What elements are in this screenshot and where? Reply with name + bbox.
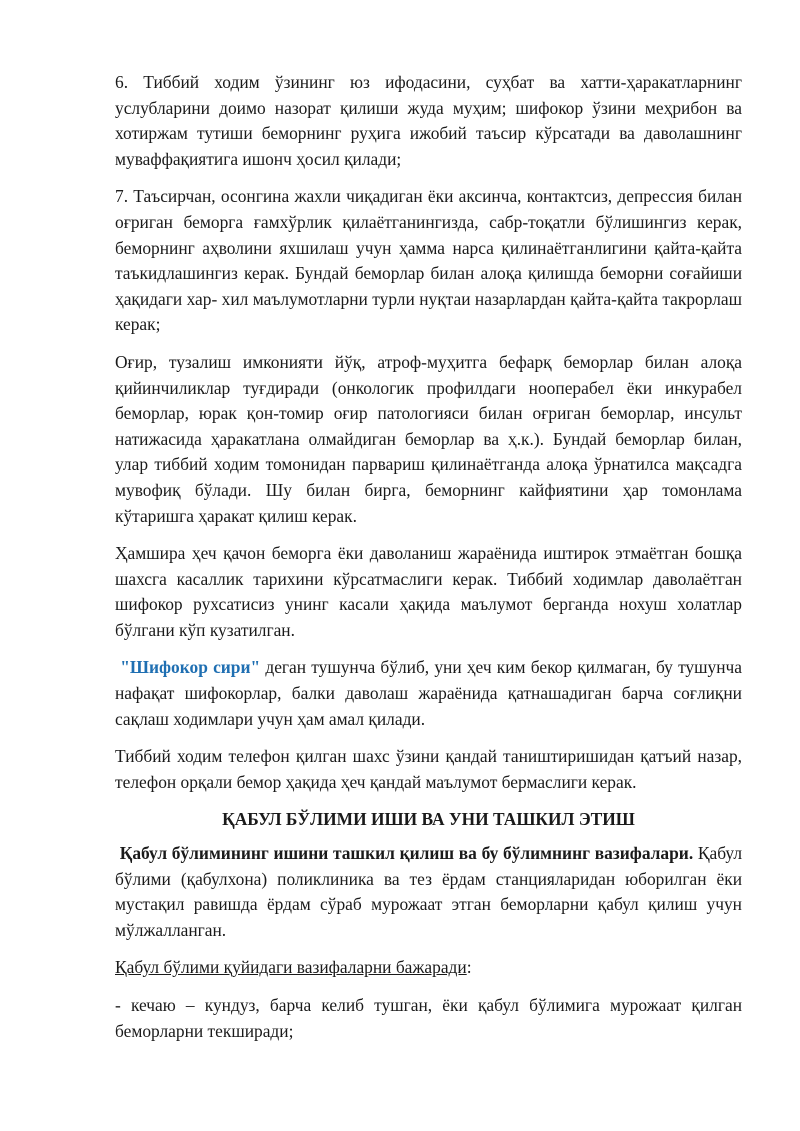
section-title: ҚАБУЛ БЎЛИМИ ИШИ ВА УНИ ТАШКИЛ ЭТИШ	[222, 809, 635, 830]
section-intro-paragraph	[115, 841, 742, 943]
paragraph-7: 7. Таъсирчан, осонгина жахли чиқадиган ёки аксинча, контактсиз, депрессия билан оғриган беморга ғамхўрлик қилаётганингизда, сабр-тоқатли бўлишингиз керак, беморнинг аҳволини яхшилаш учун ҳамма нарса қилинаётганлигини қайта-қайта таъкидлашингиз керак. Бундай беморлар билан алоқа қилишда беморни соғайиши ҳақидаги хар- хил маълумотларни турли нуқтаи назарлардан қайта-қайта такрорлаш керак;	[115, 186, 742, 335]
document-page	[115, 70, 742, 1056]
tasks-heading-colon: :	[466, 957, 472, 978]
paragraph-severe-patients: Оғир, тузалиш имконияти йўқ, атроф-муҳитга бефарқ беморлар билан алоқа қийинчиликлар туғдиради (онкологик профилдаги нооперабел ёки инкурабел беморлар, юрак қон-томир оғир патологияси билан оғриган беморлар, инсульт натижасида ҳаракатлана олмайдиган беморлар ва ҳ.к.). Бундай беморлар билан, улар тиббий ходим томонидан парвариш қилинаётганда алоқа ўрнатилса мақсадга мувофиқ бўлади. Шу билан бирга, беморнинг кайфиятини ҳар томонлама кўтаришга ҳаракат қилиш керак.	[115, 351, 742, 526]
doctor-secret-term: "Шифокор сири"	[120, 657, 261, 678]
task-item-1: - кечаю – кундуз, барча келиб тушган, ёки қабул бўлимига мурожаат қилган беморларни текширади;	[115, 995, 742, 1041]
section-subtitle: Қабул бўлимининг ишини ташкил қилиш ва бу бўлимнинг вазифалари.	[119, 843, 694, 864]
section-intro: Қабул бўлими (қабулхона) поликлиника ва тез ёрдам станцияларидан юборилган ёки мустақил равишда ёрдам сўраб мурожаат этган беморларни қабул қилиш учун мўлжалланган.	[115, 843, 742, 940]
paragraph-nurse-history: Ҳамшира ҳеч қачон беморга ёки даволаниш жараёнида иштирок этмаётган бошқа шахсга касаллик тарихини кўрсатмаслиги керак. Тиббий ходимлар даволаётган шифокор рухсатисиз унинг касали ҳақида маълумот берганда нохуш холатлар бўлгани кўп кузатилган.	[115, 543, 742, 640]
doctor-secret-text: деган тушунча бўлиб, уни ҳеч ким бекор қилмаган, бу тушунча нафақат шифокорлар, балки даволаш жараёнида қатнашадиган барча соғлиқни сақлаш ходимлари учун ҳам амал қилади.	[115, 657, 742, 729]
paragraph-phone: Тиббий ходим телефон қилган шахс ўзини қандай таништиришидан қатъий назар, телефон орқали бемор ҳақида ҳеч қандай маълумот бермаслиги керак.	[115, 746, 742, 792]
tasks-heading: Қабул бўлими қуйидаги вазифаларни бажаради	[115, 957, 467, 978]
paragraph-6: 6. Тиббий ходим ўзининг юз ифодасини, суҳбат ва хатти-ҳаракатларнинг услубларини доимо назорат қилиши жуда муҳим; шифокор ўзини меҳрибон ва хотиржам тутиши беморнинг руҳига ижобий таъсир кўрсатади ва даволашнинг муваффақиятига ишонч ҳосил қилади;	[115, 72, 742, 169]
paragraph-doctor-secret	[115, 655, 742, 732]
tasks-heading-paragraph	[115, 955, 742, 981]
